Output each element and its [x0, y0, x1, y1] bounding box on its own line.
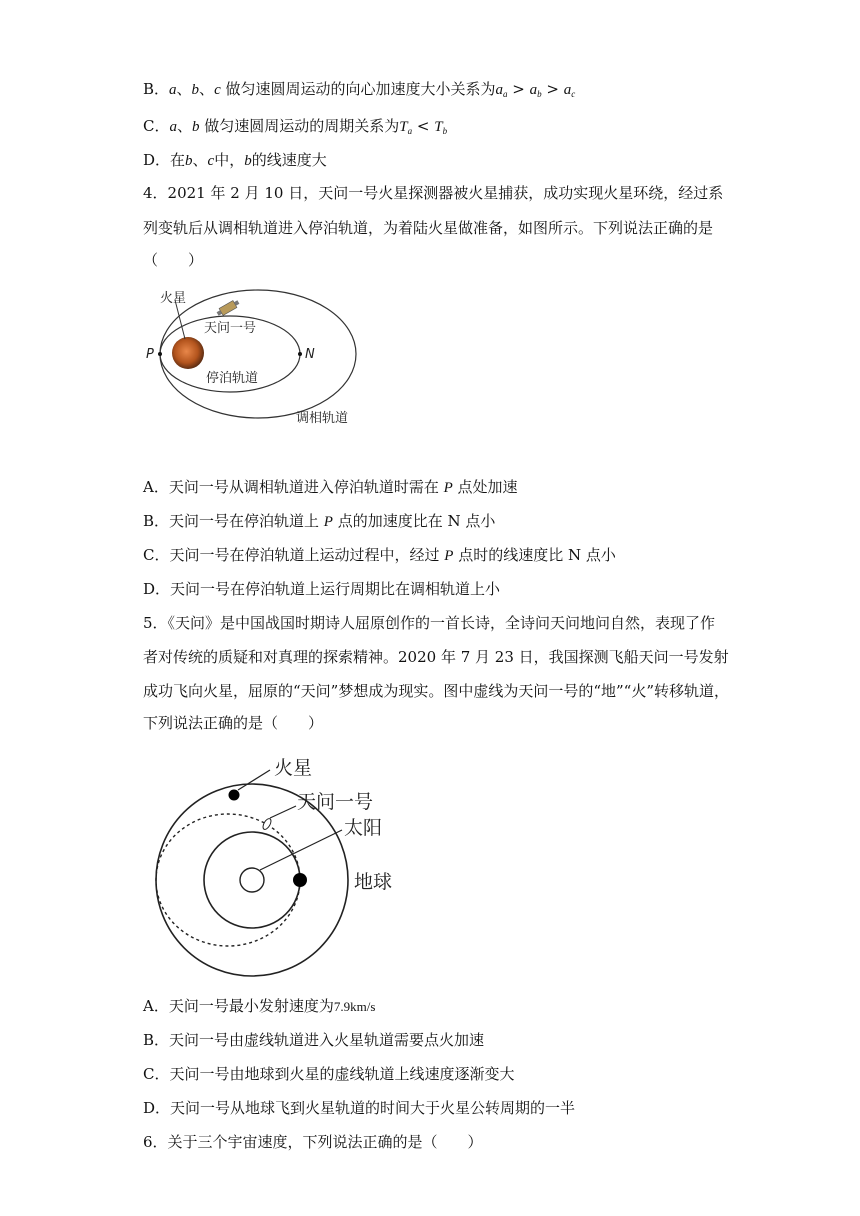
option-text: 的线速度大: [251, 151, 327, 169]
gt-sign: >: [507, 80, 530, 98]
option-text: 点的加速度比在 N 点小: [332, 512, 496, 530]
q5-stem-line3: 成功飞向火星，屈原的“天问”梦想成为现实。图中虚线为天问一号的“地”“火”转移轨道，: [143, 682, 730, 700]
q5-option-b: B．天问一号由虚线轨道进入火星轨道需要点火加速: [143, 1031, 485, 1049]
var-b: b: [185, 153, 193, 169]
label-phasing-orbit: 调相轨道: [296, 411, 349, 426]
var-a: a: [169, 119, 177, 135]
q4-option-d: D．天问一号在停泊轨道上运行周期比在调相轨道上小: [143, 580, 501, 598]
option-text: 点处加速: [452, 478, 518, 496]
q4-option-a: [143, 476, 518, 499]
var-b: b: [191, 82, 200, 98]
sub-b: b: [537, 89, 542, 99]
sub-a: a: [407, 126, 413, 136]
var-a: a: [169, 82, 177, 98]
sub-c: c: [571, 89, 576, 99]
q3-option-d: [143, 149, 327, 172]
expr-c: a: [563, 82, 572, 98]
q5-stem-line1: 5．《天问》是中国战国时期诗人屈原创作的一首长诗，全诗问天问地问自然，表现了作: [143, 614, 716, 632]
q6-stem: 6．关于三个宇宙速度，下列说法正确的是（ ）: [143, 1133, 483, 1151]
option-text: A．天问一号最小发射速度为: [143, 997, 334, 1015]
var-b: b: [192, 119, 200, 135]
q4-orbit-diagram: [140, 282, 380, 432]
option-label: D．在: [143, 151, 186, 169]
expr-b: a: [529, 82, 538, 98]
label-point-p: P: [146, 347, 154, 362]
label-mars: 火星: [160, 291, 187, 306]
separator: 、: [176, 117, 192, 135]
label-sun: 太阳: [344, 817, 383, 839]
period-t: T: [434, 119, 443, 135]
label-probe: 天问一号: [297, 791, 374, 813]
q3-option-c: [143, 115, 447, 142]
label-probe: 天问一号: [204, 321, 257, 336]
q4-stem-line1: 4．2021 年 2 月 10 日，天问一号火星探测器被火星捕获，成功实现火星环绕，经过系: [143, 184, 724, 202]
point-p-dot: [158, 352, 162, 356]
q4-stem-line3: （ ）: [143, 251, 204, 269]
q4-option-c: [143, 544, 616, 567]
sub-a: a: [503, 89, 508, 99]
lt-sign: <: [412, 117, 435, 135]
earth-dot: [293, 873, 307, 887]
mars-dot: [229, 790, 240, 801]
separator: 、: [192, 151, 208, 169]
q4-stem-line2: 列变轨后从调相轨道进入停泊轨道，为着陆火星做准备，如图所示。下列说法正确的是: [143, 219, 714, 237]
expr-a: a: [495, 82, 504, 98]
q5-stem-line4: 下列说法正确的是（ ）: [143, 714, 324, 732]
q5-option-d: D．天问一号从地球飞到火星轨道的时间大于火星公转周期的一半: [143, 1099, 576, 1117]
q3-option-b: [143, 78, 575, 105]
option-text: A．天问一号从调相轨道进入停泊轨道时需在: [143, 478, 444, 496]
option-text: 中，: [214, 151, 245, 169]
period-t: T: [399, 119, 408, 135]
speed-value: 7.9km/s: [333, 999, 376, 1014]
option-text: 做匀速圆周运动的向心加速度大小关系为: [225, 80, 496, 98]
point-n-dot: [298, 352, 302, 356]
option-text: 做匀速圆周运动的周期关系为: [204, 117, 400, 135]
var-c: c: [214, 82, 221, 98]
gt-sign: >: [541, 80, 564, 98]
option-text: C．天问一号在停泊轨道上运动过程中，经过: [143, 546, 445, 564]
separator: 、: [199, 80, 215, 98]
probe-icon: [261, 817, 272, 830]
label-earth: 地球: [354, 871, 393, 893]
label-parking-orbit: 停泊轨道: [206, 371, 259, 386]
q5-option-a: [143, 995, 375, 1018]
transfer-orbit: [156, 814, 300, 946]
var-p: P: [443, 480, 453, 496]
probe-leader-line: [270, 806, 296, 818]
option-label: B．: [143, 80, 170, 98]
sub-b: b: [442, 126, 448, 136]
sun: [240, 868, 264, 892]
option-text: B．天问一号在停泊轨道上: [143, 512, 324, 530]
q4-option-b: [143, 510, 495, 533]
q5-transfer-orbit-diagram: [140, 752, 410, 980]
var-p: P: [444, 548, 454, 564]
mars-leader-line: [238, 770, 270, 790]
option-text: 点时的线速度比 N 点小: [453, 546, 616, 564]
var-c: c: [207, 153, 215, 169]
q5-option-c: C．天问一号由地球到火星的虚线轨道上线速度逐渐变大: [143, 1065, 515, 1083]
option-label: C．: [143, 117, 170, 135]
mars-planet: [172, 337, 204, 369]
separator: 、: [176, 80, 192, 98]
var-b: b: [244, 153, 252, 169]
probe-icon: [216, 299, 241, 318]
q5-stem-line2: 者对传统的质疑和对真理的探索精神。2020 年 7 月 23 日，我国探测飞船天问一号发射: [143, 648, 729, 666]
label-point-n: N: [305, 347, 315, 362]
label-mars: 火星: [274, 757, 313, 779]
var-p: P: [323, 514, 333, 530]
